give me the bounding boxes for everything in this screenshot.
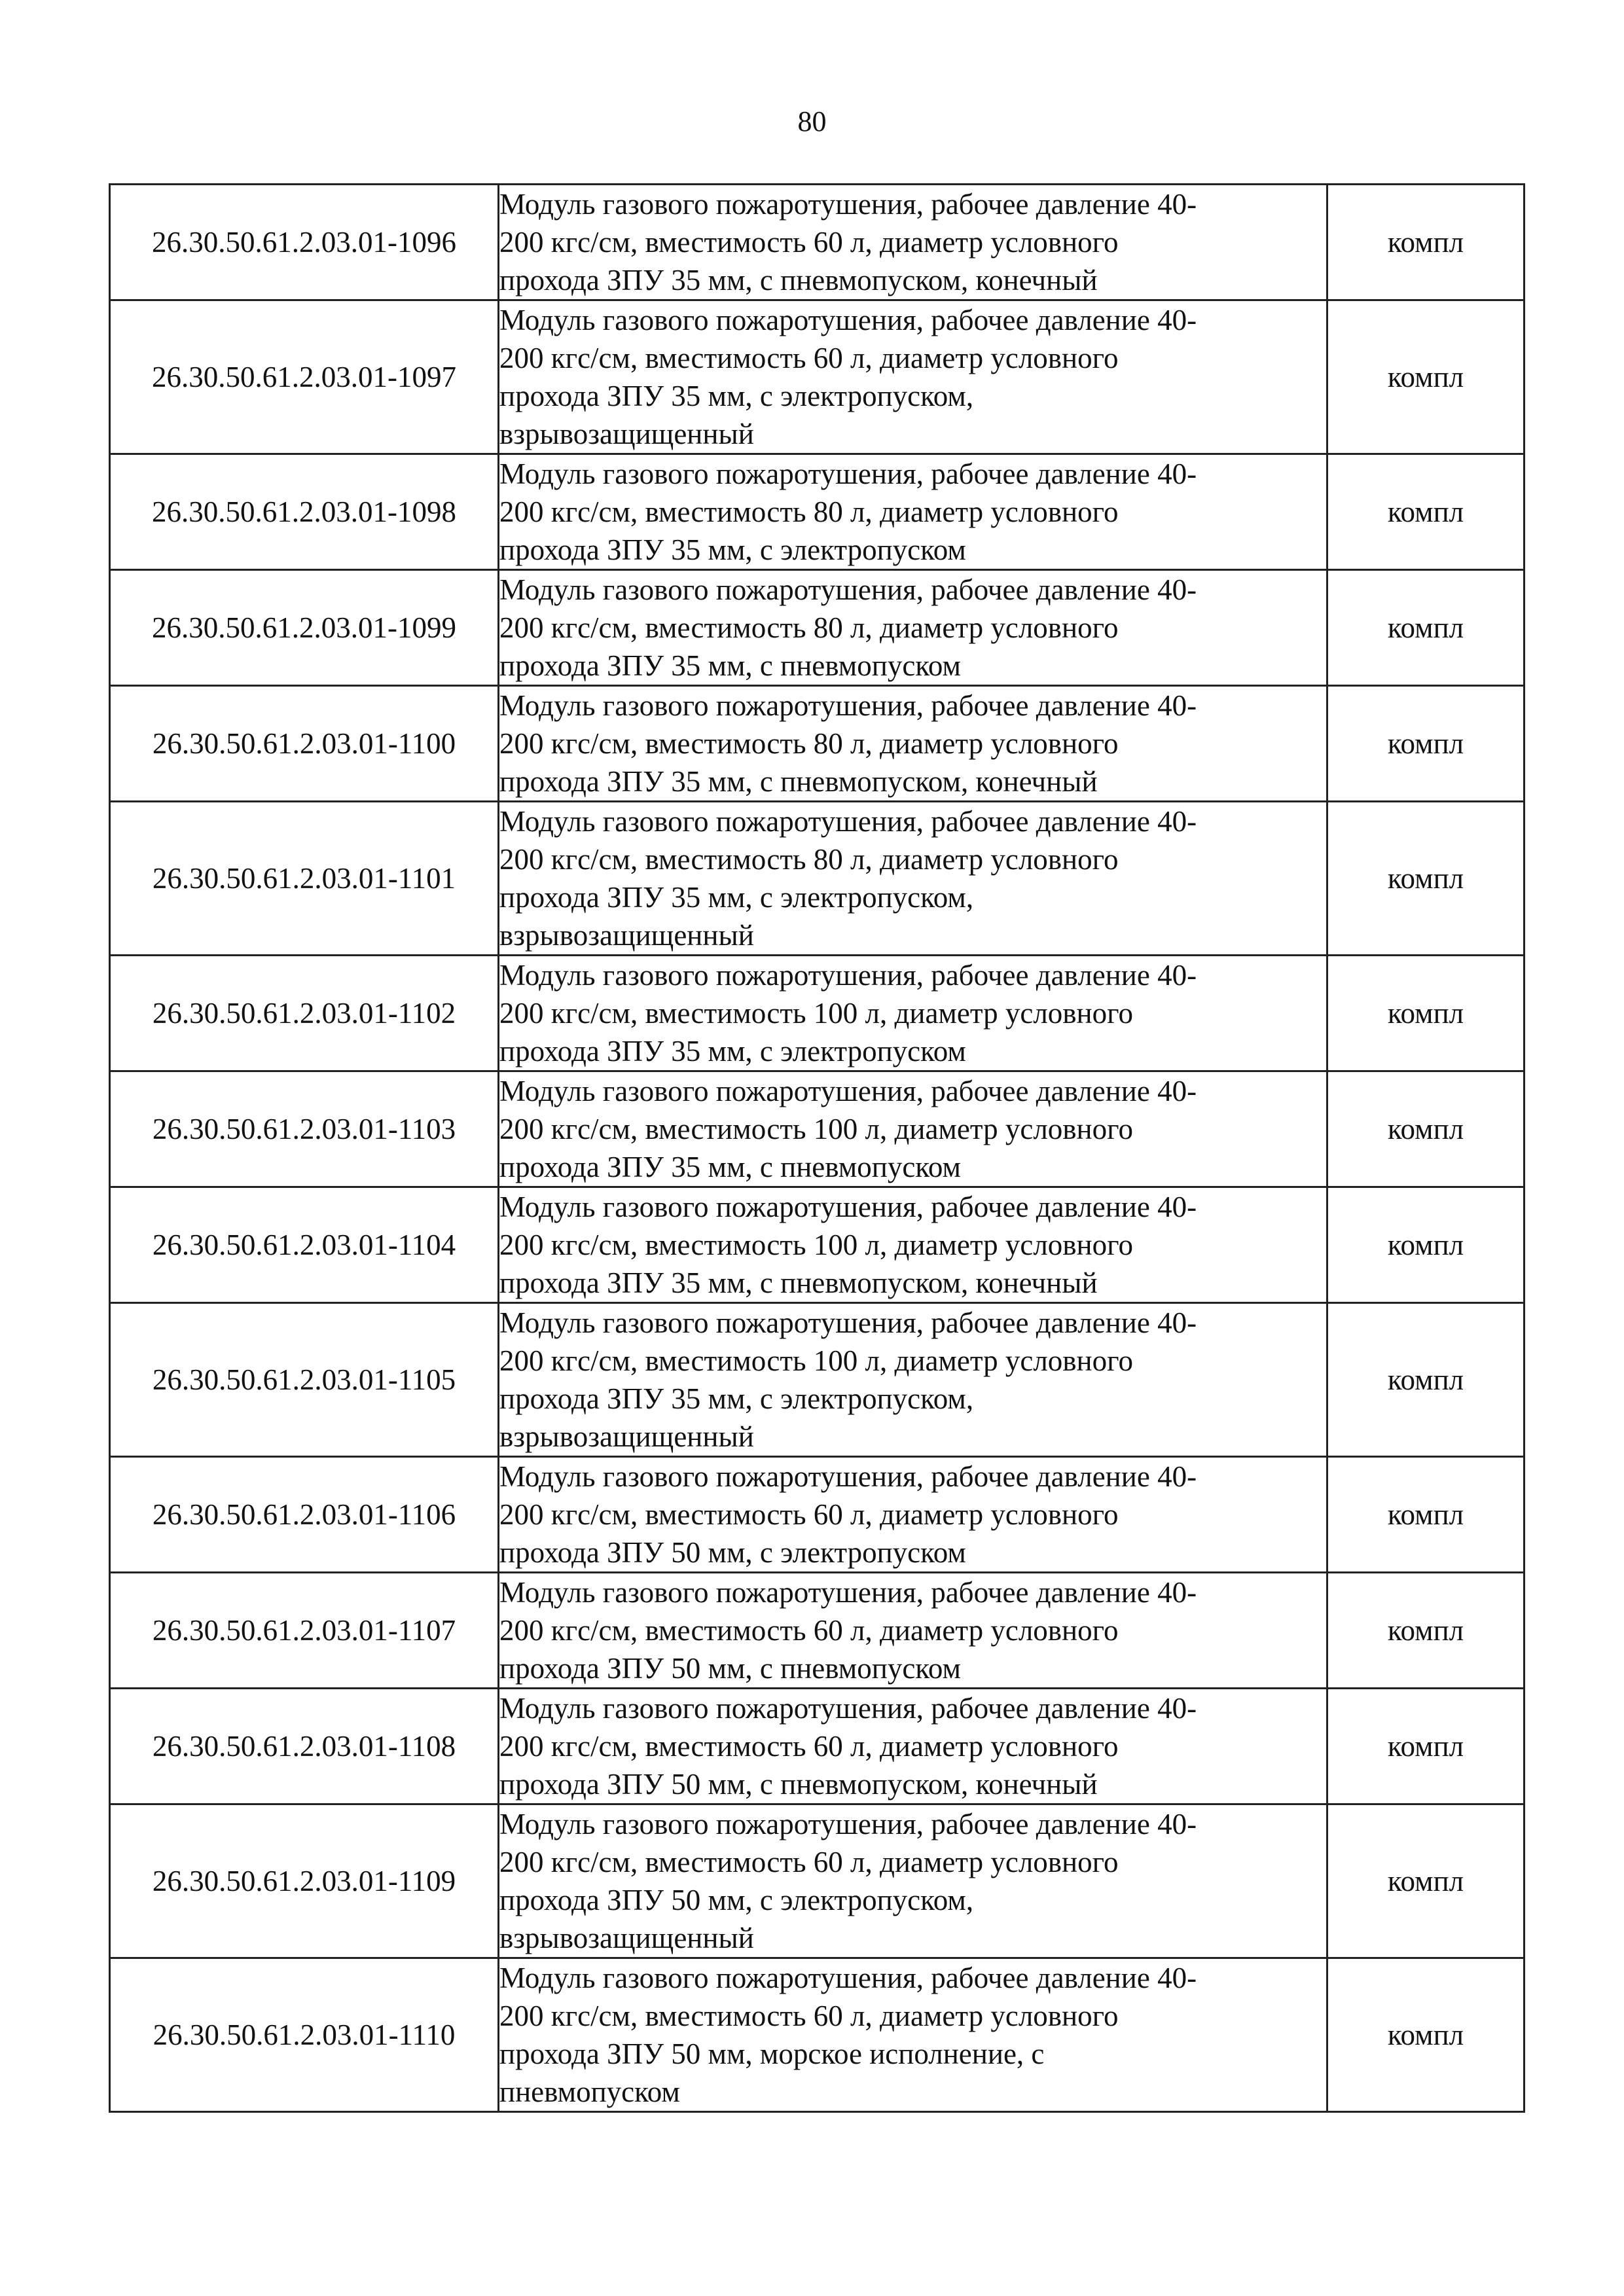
description-line: прохода ЗПУ 35 мм, с электропуском, [499, 881, 974, 914]
unit-of-measure: компл [1327, 570, 1525, 686]
description-line: Модуль газового пожаротушения, рабочее давление 40- [499, 1692, 1197, 1725]
table-row [110, 1804, 1525, 1958]
description-line: взрывозащищенный [499, 1922, 754, 1954]
description-line: прохода ЗПУ 35 мм, с пневмопуском, конечный [499, 765, 1098, 798]
description-line: Модуль газового пожаротушения, рабочее давление 40- [499, 1075, 1197, 1107]
table-row [110, 1689, 1525, 1804]
table-row [110, 1958, 1525, 2112]
resource-description [499, 1187, 1327, 1303]
unit-of-measure: компл [1327, 956, 1525, 1071]
resource-code: 26.30.50.61.2.03.01-1101 [110, 802, 499, 956]
resource-code: 26.30.50.61.2.03.01-1096 [110, 185, 499, 300]
resource-description [499, 1573, 1327, 1689]
description-line: взрывозащищенный [499, 418, 754, 450]
description-line: взрывозащищенный [499, 919, 754, 952]
table-row [110, 1187, 1525, 1303]
description-line: Модуль газового пожаротушения, рабочее давление 40- [499, 805, 1197, 838]
table-row [110, 1457, 1525, 1573]
unit-of-measure: компл [1327, 1804, 1525, 1958]
table-row [110, 1573, 1525, 1689]
unit-of-measure: компл [1327, 1303, 1525, 1457]
resource-code: 26.30.50.61.2.03.01-1102 [110, 956, 499, 1071]
table-row [110, 454, 1525, 570]
description-line: Модуль газового пожаротушения, рабочее давление 40- [499, 1191, 1197, 1223]
resource-code: 26.30.50.61.2.03.01-1100 [110, 686, 499, 802]
unit-of-measure: компл [1327, 1187, 1525, 1303]
unit-of-measure: компл [1327, 686, 1525, 802]
description-line: прохода ЗПУ 35 мм, с пневмопуском, конечный [499, 264, 1098, 296]
description-line: Модуль газового пожаротушения, рабочее давление 40- [499, 1460, 1197, 1493]
resource-code: 26.30.50.61.2.03.01-1105 [110, 1303, 499, 1457]
description-line: прохода ЗПУ 35 мм, с электропуском, [499, 1382, 974, 1415]
resource-description [499, 1689, 1327, 1804]
description-line: 200 кгс/см, вместимость 60 л, диаметр условного [499, 1730, 1119, 1763]
unit-of-measure: компл [1327, 1071, 1525, 1187]
description-line: прохода ЗПУ 35 мм, с пневмопуском [499, 1151, 961, 1183]
resource-description [499, 802, 1327, 956]
description-line: 200 кгс/см, вместимость 60 л, диаметр условного [499, 1846, 1119, 1878]
resource-code: 26.30.50.61.2.03.01-1107 [110, 1573, 499, 1689]
resource-table [109, 183, 1525, 2113]
resource-code: 26.30.50.61.2.03.01-1098 [110, 454, 499, 570]
description-line: прохода ЗПУ 35 мм, с электропуском, [499, 380, 974, 412]
description-line: 200 кгс/см, вместимость 100 л, диаметр условного [499, 1113, 1133, 1145]
description-line: Модуль газового пожаротушения, рабочее давление 40- [499, 1306, 1197, 1339]
resource-code: 26.30.50.61.2.03.01-1099 [110, 570, 499, 686]
resource-description [499, 1804, 1327, 1958]
description-line: Модуль газового пожаротушения, рабочее давление 40- [499, 689, 1197, 722]
resource-description [499, 1958, 1327, 2112]
table-row [110, 956, 1525, 1071]
description-line: прохода ЗПУ 50 мм, с электропуском, [499, 1884, 974, 1916]
description-line: 200 кгс/см, вместимость 60 л, диаметр условного [499, 1498, 1119, 1531]
resource-code: 26.30.50.61.2.03.01-1110 [110, 1958, 499, 2112]
description-line: взрывозащищенный [499, 1420, 754, 1453]
resource-code: 26.30.50.61.2.03.01-1106 [110, 1457, 499, 1573]
unit-of-measure: компл [1327, 1689, 1525, 1804]
resource-code: 26.30.50.61.2.03.01-1103 [110, 1071, 499, 1187]
resource-code: 26.30.50.61.2.03.01-1108 [110, 1689, 499, 1804]
description-line: Модуль газового пожаротушения, рабочее давление 40- [499, 1576, 1197, 1609]
description-line: 200 кгс/см, вместимость 100 л, диаметр условного [499, 1229, 1133, 1261]
unit-of-measure: компл [1327, 1573, 1525, 1689]
description-line: 200 кгс/см, вместимость 80 л, диаметр условного [499, 843, 1119, 876]
description-line: Модуль газового пожаротушения, рабочее давление 40- [499, 1962, 1197, 1994]
resource-description [499, 1303, 1327, 1457]
description-line: 200 кгс/см, вместимость 60 л, диаметр условного [499, 1614, 1119, 1647]
description-line: 200 кгс/см, вместимость 100 л, диаметр условного [499, 1344, 1133, 1377]
unit-of-measure: компл [1327, 802, 1525, 956]
resource-code: 26.30.50.61.2.03.01-1104 [110, 1187, 499, 1303]
description-line: прохода ЗПУ 50 мм, с электропуском [499, 1536, 966, 1569]
description-line: Модуль газового пожаротушения, рабочее давление 40- [499, 304, 1197, 336]
description-line: прохода ЗПУ 50 мм, с пневмопуском [499, 1652, 961, 1685]
resource-description [499, 185, 1327, 300]
description-line: 200 кгс/см, вместимость 80 л, диаметр условного [499, 611, 1119, 644]
resource-code: 26.30.50.61.2.03.01-1097 [110, 300, 499, 454]
description-line: Модуль газового пожаротушения, рабочее давление 40- [499, 573, 1197, 606]
description-line: 200 кгс/см, вместимость 80 л, диаметр условного [499, 727, 1119, 760]
description-line: Модуль газового пожаротушения, рабочее давление 40- [499, 457, 1197, 490]
table-row [110, 1071, 1525, 1187]
description-line: 200 кгс/см, вместимость 80 л, диаметр условного [499, 495, 1119, 528]
table-body [110, 185, 1525, 2112]
table-row [110, 185, 1525, 300]
table-row [110, 570, 1525, 686]
resource-description [499, 1457, 1327, 1573]
description-line: 200 кгс/см, вместимость 60 л, диаметр условного [499, 2000, 1119, 2032]
description-line: Модуль газового пожаротушения, рабочее давление 40- [499, 1808, 1197, 1840]
description-line: 200 кгс/см, вместимость 60 л, диаметр условного [499, 342, 1119, 374]
description-line: прохода ЗПУ 35 мм, с электропуском [499, 1035, 966, 1067]
table-row [110, 686, 1525, 802]
description-line: пневмопуском [499, 2075, 680, 2108]
resource-description [499, 300, 1327, 454]
description-line: 200 кгс/см, вместимость 60 л, диаметр условного [499, 226, 1119, 259]
table-row [110, 300, 1525, 454]
unit-of-measure: компл [1327, 300, 1525, 454]
description-line: прохода ЗПУ 35 мм, с пневмопуском [499, 649, 961, 682]
description-line: прохода ЗПУ 35 мм, с пневмопуском, конечный [499, 1266, 1098, 1299]
resource-description [499, 570, 1327, 686]
unit-of-measure: компл [1327, 454, 1525, 570]
unit-of-measure: компл [1327, 185, 1525, 300]
table-row [110, 1303, 1525, 1457]
unit-of-measure: компл [1327, 1457, 1525, 1573]
resource-description [499, 956, 1327, 1071]
description-line: прохода ЗПУ 50 мм, с пневмопуском, конечный [499, 1768, 1098, 1801]
resource-code: 26.30.50.61.2.03.01-1109 [110, 1804, 499, 1958]
description-line: прохода ЗПУ 50 мм, морское исполнение, с [499, 2037, 1045, 2070]
resource-description [499, 1071, 1327, 1187]
resource-description [499, 454, 1327, 570]
resource-description [499, 686, 1327, 802]
description-line: прохода ЗПУ 35 мм, с электропуском [499, 533, 966, 566]
unit-of-measure: компл [1327, 1958, 1525, 2112]
description-line: 200 кгс/см, вместимость 100 л, диаметр условного [499, 997, 1133, 1030]
description-line: Модуль газового пожаротушения, рабочее давление 40- [499, 188, 1197, 221]
description-line: Модуль газового пожаротушения, рабочее давление 40- [499, 959, 1197, 992]
table-row [110, 802, 1525, 956]
page-number: 80 [797, 105, 827, 137]
